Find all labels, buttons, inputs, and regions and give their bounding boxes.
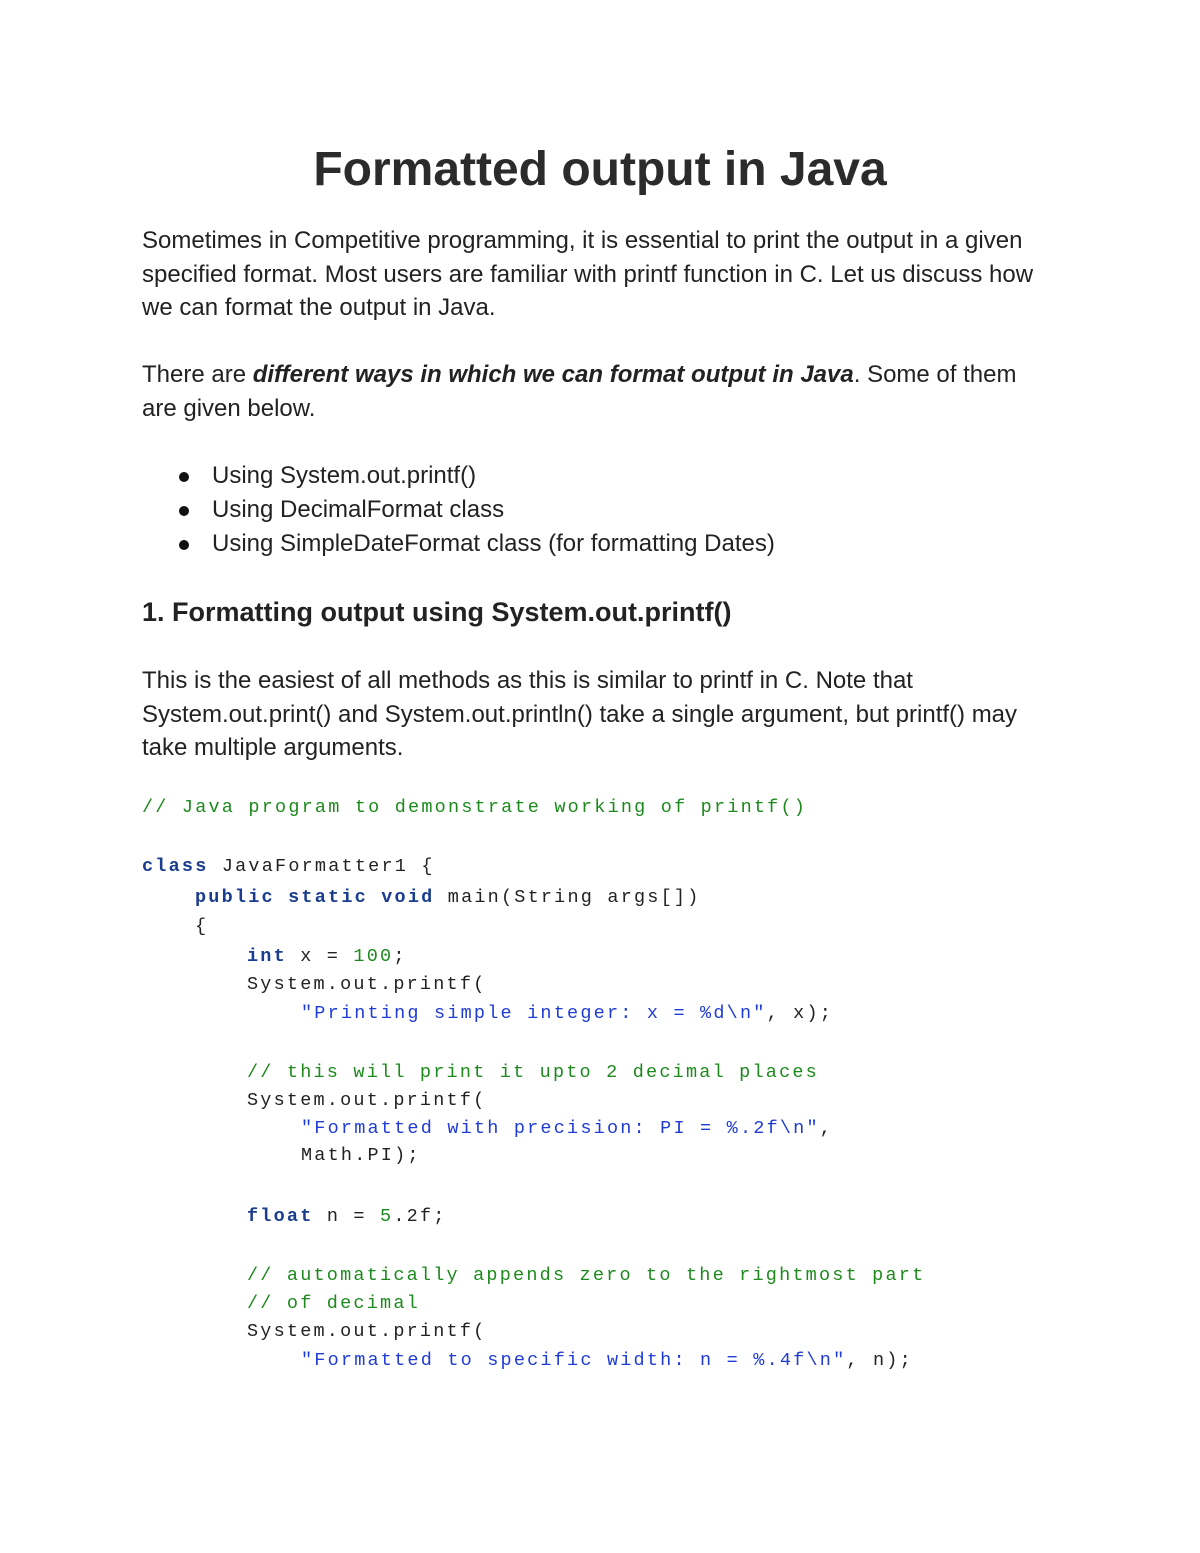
list-item bbox=[142, 493, 775, 527]
code-text: , x); bbox=[766, 1003, 834, 1024]
list-item bbox=[142, 527, 775, 561]
code-line bbox=[301, 1350, 913, 1372]
list-item-text: Using DecimalFormat class bbox=[212, 496, 505, 523]
section-paragraph: This is the easiest of all methods as this is similar to printf in C. Note that System.out.print() and System.out.println() take a single argument, but printf() may take multiple arguments. bbox=[142, 667, 1018, 761]
page-title: Formatted output in Java bbox=[313, 143, 887, 196]
code-comment: // of decimal bbox=[247, 1293, 420, 1314]
code-string: "Printing simple integer: x = %d\n" bbox=[301, 1003, 767, 1024]
code-keyword: float bbox=[247, 1206, 314, 1227]
code-string: "Formatted with precision: PI = %.2f\n" bbox=[301, 1118, 820, 1139]
ways-emphasis: different ways in which we can format output in Java bbox=[252, 361, 854, 388]
code-number: 100 bbox=[353, 946, 394, 967]
list-item-text: Using System.out.printf() bbox=[212, 462, 477, 489]
bullet-icon bbox=[179, 472, 189, 482]
bullet-icon bbox=[179, 506, 189, 516]
code-number: 5 bbox=[380, 1206, 394, 1227]
code-text: main(String args[]) bbox=[434, 887, 701, 908]
code-text: n = bbox=[313, 1206, 381, 1227]
code-line bbox=[301, 1003, 833, 1025]
code-line: { bbox=[195, 916, 209, 937]
code-keyword: class bbox=[142, 856, 209, 877]
code-line: System.out.printf( bbox=[247, 1090, 487, 1111]
code-line: System.out.printf( bbox=[247, 974, 487, 995]
code-text: JavaFormatter1 { bbox=[208, 856, 435, 877]
code-line bbox=[301, 1118, 833, 1140]
list-item bbox=[142, 459, 775, 493]
code-text: ; bbox=[393, 946, 407, 967]
code-line bbox=[247, 946, 407, 968]
intro-paragraph: Sometimes in Competitive programming, it is essential to print the output in a given specified format. Most users are familiar with printf function in C. Let us discuss how we can format the output in Java. bbox=[142, 227, 1034, 321]
code-text: , n); bbox=[846, 1350, 913, 1371]
list-item-text: Using SimpleDateFormat class (for formatting Dates) bbox=[212, 530, 775, 557]
ways-paragraph bbox=[142, 358, 1042, 425]
code-keyword: public bbox=[195, 887, 275, 908]
code-line: System.out.printf( bbox=[247, 1321, 487, 1342]
code-keyword: static bbox=[288, 887, 368, 908]
code-text: x = bbox=[286, 946, 354, 967]
code-line: Math.PI); bbox=[301, 1145, 421, 1166]
ways-suffix: . Some of them are given below. bbox=[142, 361, 1017, 422]
code-comment: // this will print it upto 2 decimal places bbox=[247, 1062, 819, 1083]
code-text: .2f; bbox=[393, 1206, 447, 1227]
bullet-icon bbox=[179, 540, 189, 550]
code-line bbox=[142, 856, 435, 878]
code-text: , bbox=[819, 1118, 834, 1139]
code-line bbox=[247, 1206, 447, 1228]
code-keyword: void bbox=[381, 887, 435, 908]
code-string: "Formatted to specific width: n = %.4f\n" bbox=[301, 1350, 847, 1371]
code-line bbox=[195, 887, 701, 909]
section-heading: 1. Formatting output using System.out.printf() bbox=[142, 597, 732, 627]
code-comment: // Java program to demonstrate working of printf() bbox=[142, 797, 808, 818]
code-keyword: int bbox=[247, 946, 287, 967]
ways-list bbox=[142, 459, 775, 561]
ways-prefix: There are bbox=[142, 361, 253, 388]
code-comment: // automatically appends zero to the rightmost part bbox=[247, 1265, 926, 1286]
